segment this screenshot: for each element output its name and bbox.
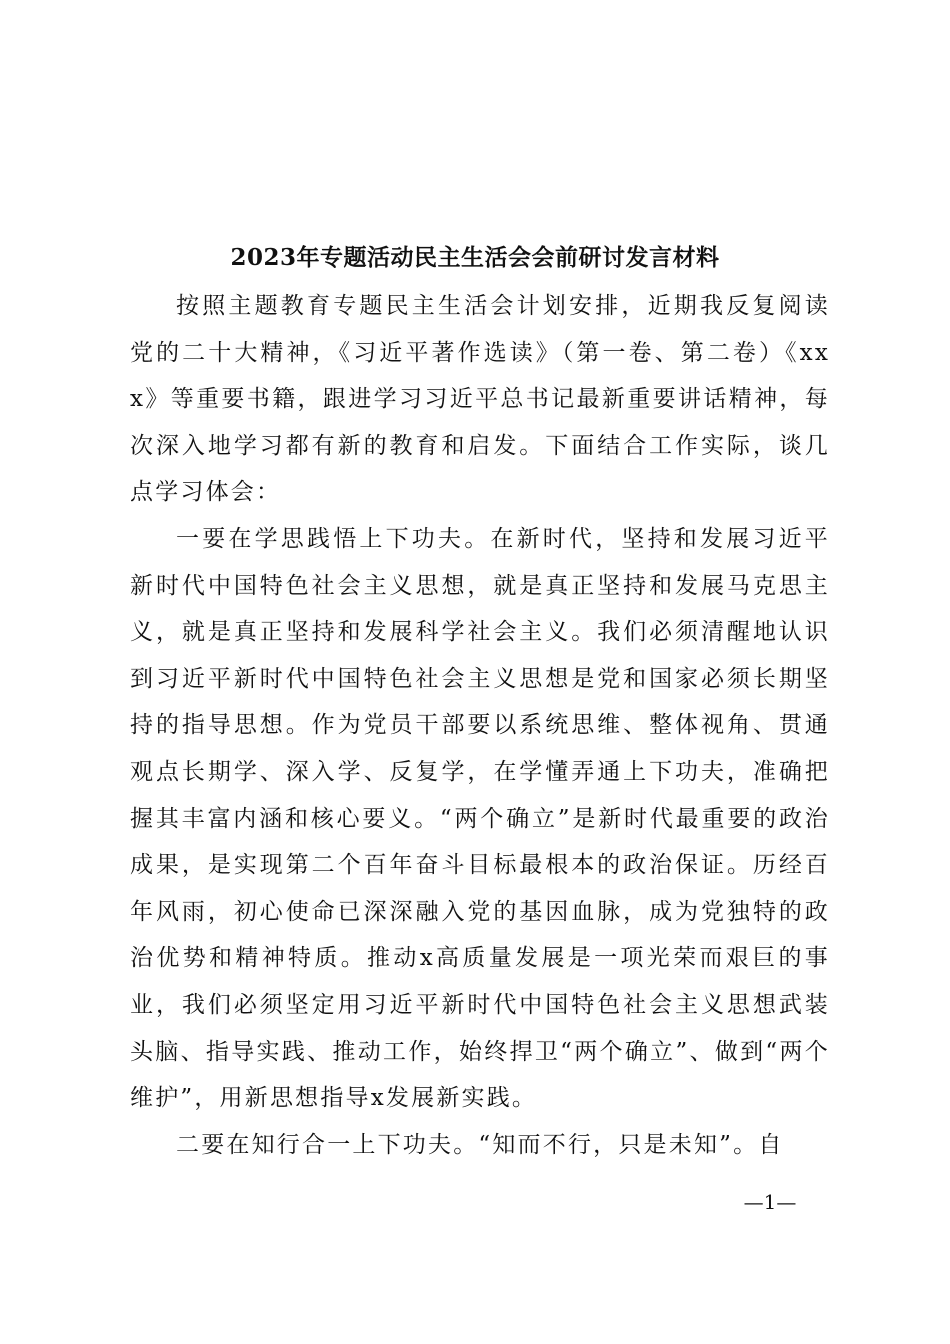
document-title: 2023年专题活动民主生活会会前研讨发言材料 [230, 244, 720, 271]
page-number: —1— [743, 1190, 797, 1214]
paragraph-point-one: 一要在学思践悟上下功夫。在新时代，坚持和发展习近平新时代中国特色社会主义思想，就是真正坚持和发展马克思主义，就是真正坚持和发展科学社会主义。我们必须清醒地认识到习近平新时代中国特色社会主义思想是党和国家必须长期坚持的指导思想。作为党员干部要以系统思维、整体视角、贯通观点长期学、深入学、反复学，在学懂弄通上下功夫，准确把握其丰富内涵和核心要义。“两个确立”是新时代最重要的政治成果，是实现第二个百年奋斗目标最根本的政治保证。历经百年风雨，初心使命已深深融入党的基因血脉，成为党独特的政治优势和精神特质。推动x高质量发展是一项光荣而艰巨的事业，我们必须坚定用习近平新时代中国特色社会主义思想武装头脑、指导实践、推动工作，始终捍卫“两个确立”、做到“两个维护”，用新思想指导x发展新实践。 [130, 525, 830, 1112]
document-body [130, 283, 830, 1168]
paragraph-intro: 按照主题教育专题民主生活会计划安排，近期我反复阅读党的二十大精神，《习近平著作选读》（第一卷、第二卷）《xxx》等重要书籍，跟进学习习近平总书记最新重要讲话精神，每次深入地学习都有新的教育和启发。下面结合工作实际，谈几点学习体会： [130, 293, 830, 506]
paragraph-point-two: 二要在知行合一上下功夫。“知而不行，只是未知”。自 [176, 1131, 784, 1158]
